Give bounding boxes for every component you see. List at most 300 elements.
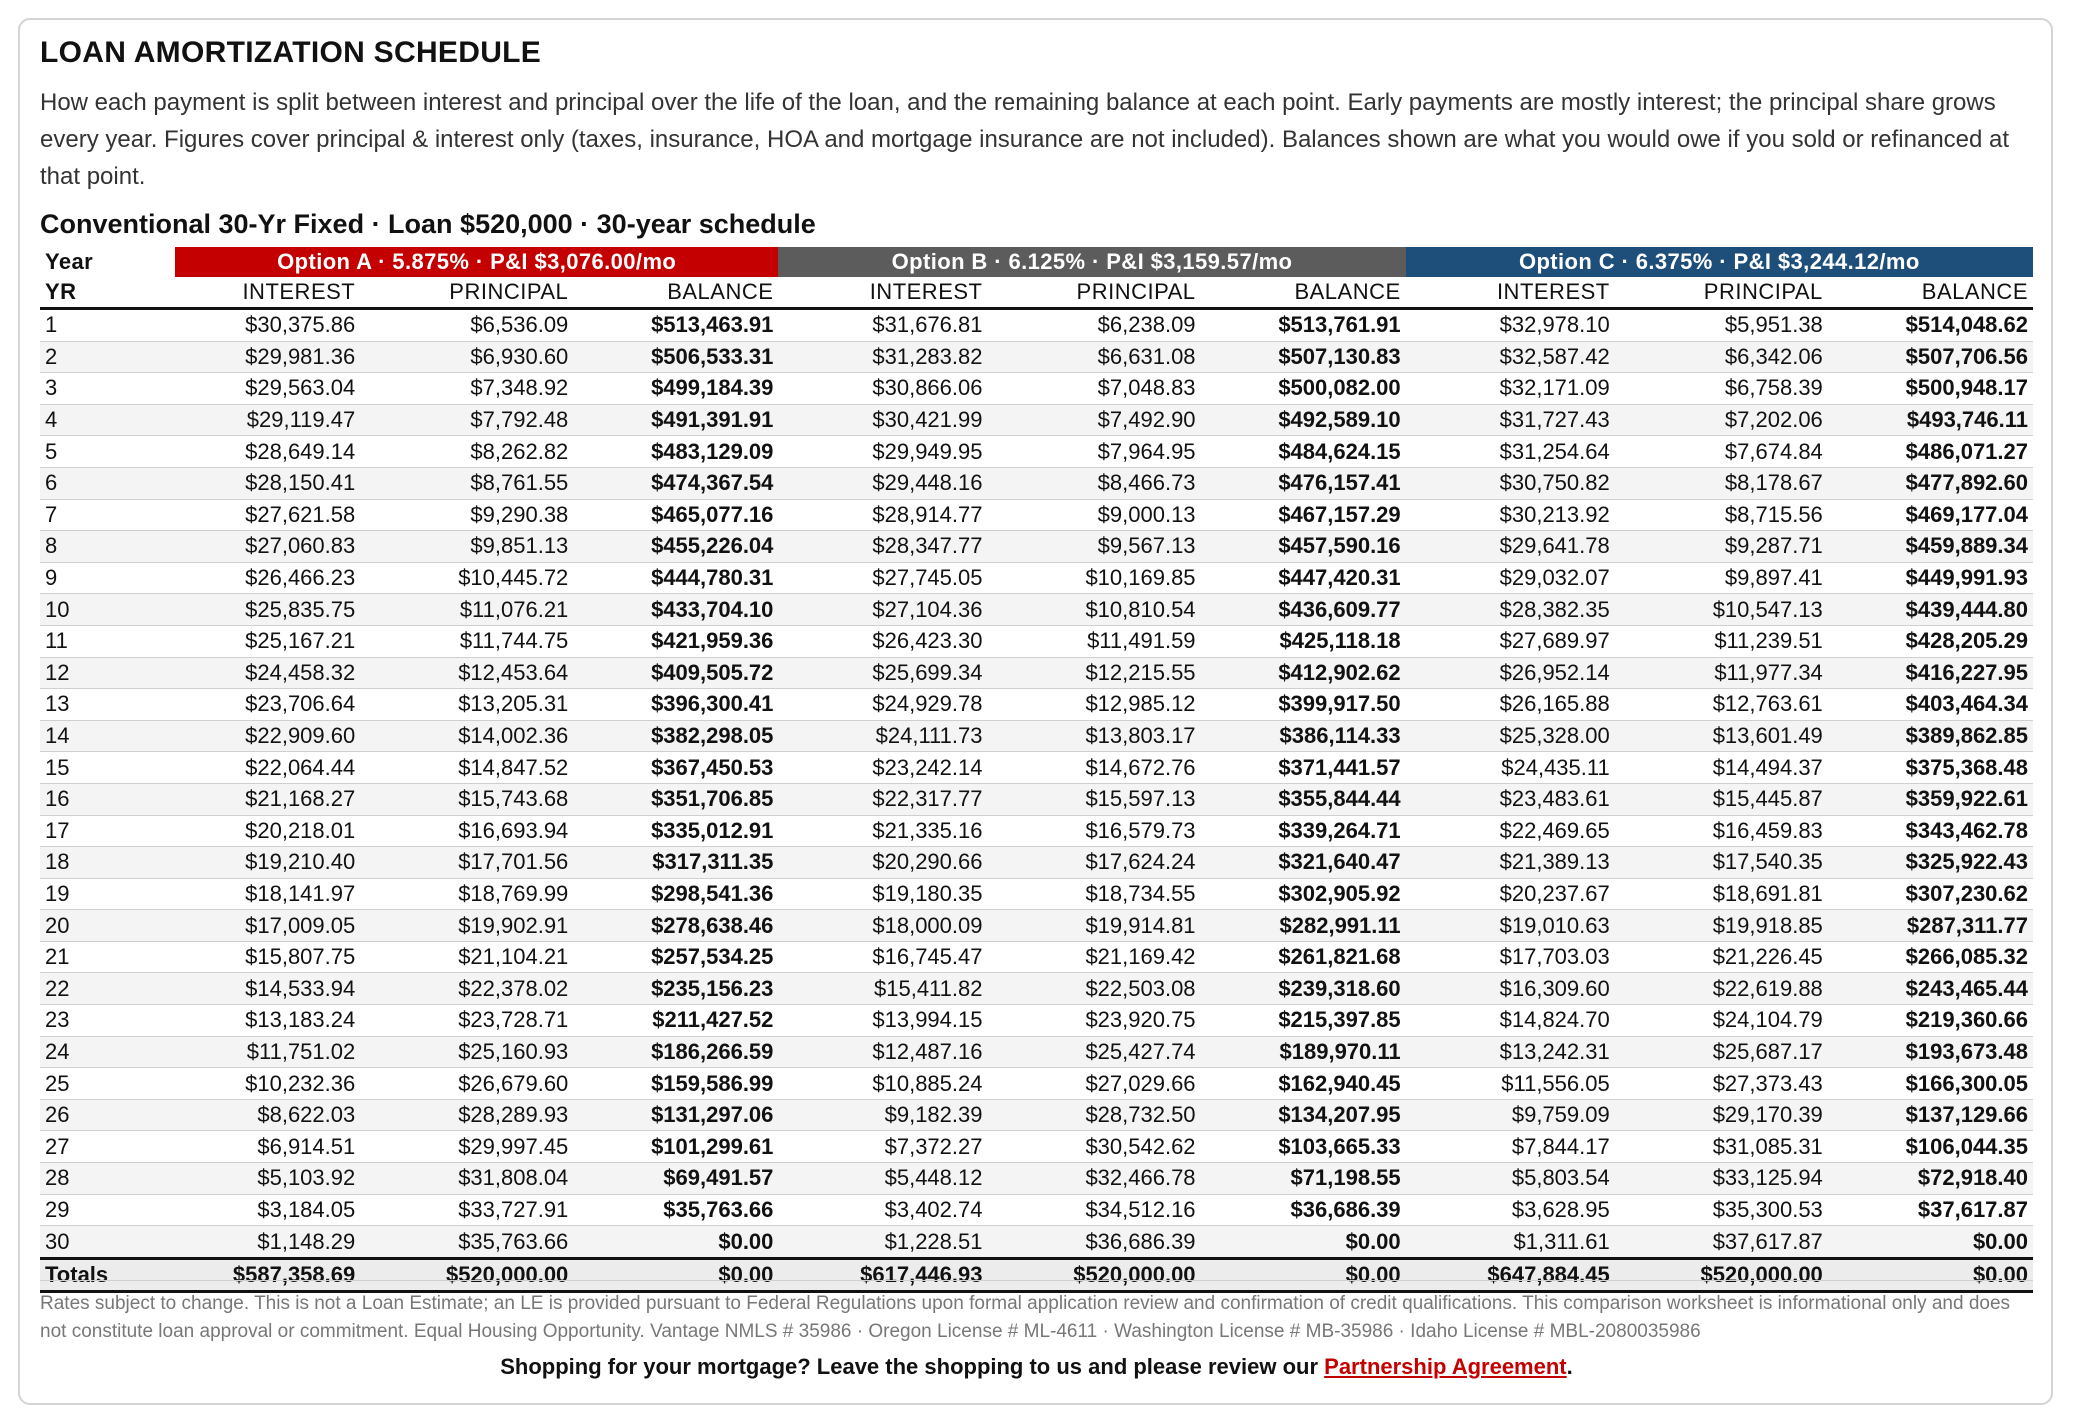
cell-principal-c: $22,619.88 <box>1615 973 1828 1005</box>
table-row <box>40 341 2033 373</box>
cell-principal-a: $7,792.48 <box>360 404 573 436</box>
cell-principal-a: $14,002.36 <box>360 720 573 752</box>
cell-balance-b: $507,130.83 <box>1201 341 1406 373</box>
cell-interest-c: $7,844.17 <box>1406 1131 1615 1163</box>
col-header-principal: PRINCIPAL <box>1615 277 1828 309</box>
option-b-header: Option B · 6.125% · P&I $3,159.57/mo <box>778 247 1405 277</box>
cell-interest-b: $24,929.78 <box>778 689 987 721</box>
cell-interest-c: $9,759.09 <box>1406 1099 1615 1131</box>
cell-principal-b: $18,734.55 <box>987 878 1200 910</box>
cell-balance-b: $282,991.11 <box>1201 910 1406 942</box>
cell-interest-a: $27,060.83 <box>175 531 360 563</box>
cell-principal-a: $8,262.82 <box>360 436 573 468</box>
table-row <box>40 941 2033 973</box>
amortization-table <box>40 247 2033 1293</box>
cell-interest-b: $5,448.12 <box>778 1163 987 1195</box>
cell-interest-b: $30,421.99 <box>778 404 987 436</box>
cell-interest-a: $29,119.47 <box>175 404 360 436</box>
cell-interest-a: $8,622.03 <box>175 1099 360 1131</box>
table-row <box>40 1131 2033 1163</box>
cell-interest-a: $5,103.92 <box>175 1163 360 1195</box>
cell-balance-a: $35,763.66 <box>573 1194 778 1226</box>
schedule-rows <box>40 309 2033 1259</box>
cell-balance-c: $477,892.60 <box>1828 467 2033 499</box>
cell-interest-a: $25,167.21 <box>175 625 360 657</box>
cell-interest-b: $9,182.39 <box>778 1099 987 1131</box>
cell-balance-c: $193,673.48 <box>1828 1036 2033 1068</box>
cell-balance-c: $72,918.40 <box>1828 1163 2033 1195</box>
cell-interest-b: $27,104.36 <box>778 594 987 626</box>
cell-balance-c: $375,368.48 <box>1828 752 2033 784</box>
cell-balance-a: $409,505.72 <box>573 657 778 689</box>
cell-year: 4 <box>40 404 175 436</box>
cell-principal-c: $37,617.87 <box>1615 1226 1828 1259</box>
cell-principal-c: $7,202.06 <box>1615 404 1828 436</box>
cell-interest-a: $17,009.05 <box>175 910 360 942</box>
cell-interest-c: $30,750.82 <box>1406 467 1615 499</box>
cell-year: 16 <box>40 783 175 815</box>
cell-principal-b: $15,597.13 <box>987 783 1200 815</box>
col-header-year: YR <box>40 277 175 309</box>
cell-balance-a: $298,541.36 <box>573 878 778 910</box>
cell-balance-a: $433,704.10 <box>573 594 778 626</box>
cell-balance-c: $166,300.05 <box>1828 1068 2033 1100</box>
cell-interest-c: $26,165.88 <box>1406 689 1615 721</box>
cell-balance-c: $416,227.95 <box>1828 657 2033 689</box>
cell-balance-c: $428,205.29 <box>1828 625 2033 657</box>
option-header-row <box>40 247 2033 277</box>
cell-principal-c: $21,226.45 <box>1615 941 1828 973</box>
cell-principal-a: $25,160.93 <box>360 1036 573 1068</box>
cell-interest-a: $3,184.05 <box>175 1194 360 1226</box>
cell-principal-b: $22,503.08 <box>987 973 1200 1005</box>
cell-principal-a: $9,851.13 <box>360 531 573 563</box>
cell-principal-c: $6,342.06 <box>1615 341 1828 373</box>
totals-row <box>40 1258 2033 1291</box>
cell-principal-b: $6,238.09 <box>987 309 1200 342</box>
cell-interest-c: $32,587.42 <box>1406 341 1615 373</box>
cell-balance-c: $359,922.61 <box>1828 783 2033 815</box>
cell-principal-a: $16,693.94 <box>360 815 573 847</box>
cell-balance-c: $287,311.77 <box>1828 910 2033 942</box>
cell-principal-a: $26,679.60 <box>360 1068 573 1100</box>
cell-principal-b: $10,169.85 <box>987 562 1200 594</box>
col-header-interest: INTEREST <box>778 277 987 309</box>
description: How each payment is split between interest and principal over the life of the loan, and the remaining balance at each point. Early payments are mostly interest; the principal share grows every year. Figures cover principal & interest only (taxes, insurance, HOA and mortgage insurance are not included). Balances shown are what you would owe if you sold or refinanced at that point. <box>40 89 2010 190</box>
cell-principal-a: $13,205.31 <box>360 689 573 721</box>
cell-interest-a: $22,064.44 <box>175 752 360 784</box>
table-row <box>40 847 2033 879</box>
cell-balance-a: $0.00 <box>573 1226 778 1259</box>
cell-balance-c: $486,071.27 <box>1828 436 2033 468</box>
cell-principal-c: $25,687.17 <box>1615 1036 1828 1068</box>
table-row <box>40 309 2033 342</box>
total-interest-a: $587,358.69 <box>175 1258 360 1291</box>
total-principal-b: $520,000.00 <box>987 1258 1200 1291</box>
cell-balance-b: $162,940.45 <box>1201 1068 1406 1100</box>
col-header-balance: BALANCE <box>1201 277 1406 309</box>
cell-principal-c: $14,494.37 <box>1615 752 1828 784</box>
cell-interest-b: $22,317.77 <box>778 783 987 815</box>
cell-balance-c: $37,617.87 <box>1828 1194 2033 1226</box>
cell-balance-b: $484,624.15 <box>1201 436 1406 468</box>
cell-interest-c: $19,010.63 <box>1406 910 1615 942</box>
cell-principal-c: $31,085.31 <box>1615 1131 1828 1163</box>
cell-principal-c: $15,445.87 <box>1615 783 1828 815</box>
col-header-principal: PRINCIPAL <box>987 277 1200 309</box>
col-header-balance: BALANCE <box>573 277 778 309</box>
cell-balance-b: $321,640.47 <box>1201 847 1406 879</box>
cell-year: 6 <box>40 467 175 499</box>
table-row <box>40 562 2033 594</box>
cell-balance-c: $507,706.56 <box>1828 341 2033 373</box>
cell-interest-a: $21,168.27 <box>175 783 360 815</box>
cell-year: 1 <box>40 309 175 342</box>
cell-balance-a: $491,391.91 <box>573 404 778 436</box>
cta-line <box>0 1354 2073 1380</box>
cell-principal-b: $19,914.81 <box>987 910 1200 942</box>
partnership-agreement-link[interactable]: Partnership Agreement <box>1324 1354 1567 1379</box>
cell-balance-a: $382,298.05 <box>573 720 778 752</box>
table-row <box>40 373 2033 405</box>
cell-principal-a: $15,743.68 <box>360 783 573 815</box>
cell-year: 2 <box>40 341 175 373</box>
cell-balance-b: $513,761.91 <box>1201 309 1406 342</box>
cell-year: 27 <box>40 1131 175 1163</box>
cell-interest-a: $28,150.41 <box>175 467 360 499</box>
cell-interest-b: $25,699.34 <box>778 657 987 689</box>
total-balance-c: $0.00 <box>1828 1258 2033 1291</box>
cell-balance-c: $343,462.78 <box>1828 815 2033 847</box>
cell-principal-b: $7,964.95 <box>987 436 1200 468</box>
table-row <box>40 689 2033 721</box>
cell-interest-c: $20,237.67 <box>1406 878 1615 910</box>
cell-principal-b: $8,466.73 <box>987 467 1200 499</box>
cell-balance-a: $101,299.61 <box>573 1131 778 1163</box>
cell-balance-b: $134,207.95 <box>1201 1099 1406 1131</box>
cell-balance-b: $103,665.33 <box>1201 1131 1406 1163</box>
cell-balance-b: $261,821.68 <box>1201 941 1406 973</box>
cell-balance-c: $493,746.11 <box>1828 404 2033 436</box>
cell-year: 19 <box>40 878 175 910</box>
cell-balance-b: $500,082.00 <box>1201 373 1406 405</box>
cell-balance-a: $257,534.25 <box>573 941 778 973</box>
cell-balance-b: $467,157.29 <box>1201 499 1406 531</box>
cell-balance-b: $447,420.31 <box>1201 562 1406 594</box>
cell-balance-a: $474,367.54 <box>573 467 778 499</box>
cell-year: 7 <box>40 499 175 531</box>
cell-principal-a: $29,997.45 <box>360 1131 573 1163</box>
cell-balance-b: $71,198.55 <box>1201 1163 1406 1195</box>
cell-balance-c: $307,230.62 <box>1828 878 2033 910</box>
table-row <box>40 783 2033 815</box>
cell-balance-b: $425,118.18 <box>1201 625 1406 657</box>
cell-interest-b: $28,347.77 <box>778 531 987 563</box>
cell-principal-a: $6,536.09 <box>360 309 573 342</box>
cell-balance-c: $459,889.34 <box>1828 531 2033 563</box>
cell-balance-a: $159,586.99 <box>573 1068 778 1100</box>
cell-balance-a: $351,706.85 <box>573 783 778 815</box>
cell-principal-b: $7,492.90 <box>987 404 1200 436</box>
column-header-row <box>40 277 2033 309</box>
table-row <box>40 594 2033 626</box>
cell-interest-a: $29,981.36 <box>175 341 360 373</box>
cell-principal-a: $9,290.38 <box>360 499 573 531</box>
total-principal-c: $520,000.00 <box>1615 1258 1828 1291</box>
cell-principal-c: $24,104.79 <box>1615 1005 1828 1037</box>
cell-principal-b: $16,579.73 <box>987 815 1200 847</box>
table-row <box>40 1036 2033 1068</box>
cell-interest-c: $22,469.65 <box>1406 815 1615 847</box>
cell-year: 24 <box>40 1036 175 1068</box>
cell-principal-a: $19,902.91 <box>360 910 573 942</box>
cell-interest-b: $26,423.30 <box>778 625 987 657</box>
cell-principal-c: $27,373.43 <box>1615 1068 1828 1100</box>
table-row <box>40 973 2033 1005</box>
cell-principal-a: $8,761.55 <box>360 467 573 499</box>
cell-balance-c: $403,464.34 <box>1828 689 2033 721</box>
table-row <box>40 752 2033 784</box>
cell-interest-a: $28,649.14 <box>175 436 360 468</box>
cell-principal-c: $12,763.61 <box>1615 689 1828 721</box>
cell-balance-b: $412,902.62 <box>1201 657 1406 689</box>
cell-year: 17 <box>40 815 175 847</box>
cell-balance-a: $186,266.59 <box>573 1036 778 1068</box>
cell-balance-c: $325,922.43 <box>1828 847 2033 879</box>
cell-interest-b: $10,885.24 <box>778 1068 987 1100</box>
cell-balance-b: $457,590.16 <box>1201 531 1406 563</box>
cell-year: 9 <box>40 562 175 594</box>
cell-interest-a: $18,141.97 <box>175 878 360 910</box>
cell-balance-b: $476,157.41 <box>1201 467 1406 499</box>
cell-principal-c: $10,547.13 <box>1615 594 1828 626</box>
cell-principal-b: $27,029.66 <box>987 1068 1200 1100</box>
cell-principal-b: $28,732.50 <box>987 1099 1200 1131</box>
cell-balance-b: $355,844.44 <box>1201 783 1406 815</box>
cell-balance-b: $189,970.11 <box>1201 1036 1406 1068</box>
cell-interest-c: $29,032.07 <box>1406 562 1615 594</box>
cell-year: 5 <box>40 436 175 468</box>
cell-balance-b: $36,686.39 <box>1201 1194 1406 1226</box>
cell-interest-c: $27,689.97 <box>1406 625 1615 657</box>
cell-principal-a: $11,076.21 <box>360 594 573 626</box>
cell-principal-b: $32,466.78 <box>987 1163 1200 1195</box>
col-header-interest: INTEREST <box>175 277 360 309</box>
table-row <box>40 531 2033 563</box>
cell-balance-c: $243,465.44 <box>1828 973 2033 1005</box>
cell-principal-a: $6,930.60 <box>360 341 573 373</box>
cell-balance-a: $396,300.41 <box>573 689 778 721</box>
cell-year: 11 <box>40 625 175 657</box>
table-row <box>40 1068 2033 1100</box>
cell-balance-b: $239,318.60 <box>1201 973 1406 1005</box>
option-a-header: Option A · 5.875% · P&I $3,076.00/mo <box>175 247 778 277</box>
cell-balance-a: $367,450.53 <box>573 752 778 784</box>
cell-principal-b: $11,491.59 <box>987 625 1200 657</box>
cell-interest-c: $14,824.70 <box>1406 1005 1615 1037</box>
cell-interest-c: $31,254.64 <box>1406 436 1615 468</box>
col-header-balance: BALANCE <box>1828 277 2033 309</box>
cell-balance-b: $0.00 <box>1201 1226 1406 1259</box>
cell-principal-b: $25,427.74 <box>987 1036 1200 1068</box>
totals-label: Totals <box>40 1258 175 1291</box>
col-header-principal: PRINCIPAL <box>360 277 573 309</box>
cell-principal-b: $6,631.08 <box>987 341 1200 373</box>
cell-balance-b: $386,114.33 <box>1201 720 1406 752</box>
cell-principal-b: $10,810.54 <box>987 594 1200 626</box>
table-row <box>40 436 2033 468</box>
table-row <box>40 657 2033 689</box>
cell-interest-c: $26,952.14 <box>1406 657 1615 689</box>
cell-interest-b: $16,745.47 <box>778 941 987 973</box>
cell-year: 13 <box>40 689 175 721</box>
cell-principal-b: $12,985.12 <box>987 689 1200 721</box>
cell-year: 23 <box>40 1005 175 1037</box>
cell-interest-a: $23,706.64 <box>175 689 360 721</box>
cell-principal-a: $7,348.92 <box>360 373 573 405</box>
table-row <box>40 910 2033 942</box>
cell-interest-b: $29,949.95 <box>778 436 987 468</box>
cell-principal-a: $28,289.93 <box>360 1099 573 1131</box>
cell-balance-a: $506,533.31 <box>573 341 778 373</box>
cell-interest-b: $29,448.16 <box>778 467 987 499</box>
cell-balance-c: $219,360.66 <box>1828 1005 2033 1037</box>
cell-principal-a: $33,727.91 <box>360 1194 573 1226</box>
cell-interest-c: $29,641.78 <box>1406 531 1615 563</box>
cell-balance-a: $483,129.09 <box>573 436 778 468</box>
cell-interest-a: $19,210.40 <box>175 847 360 879</box>
cell-principal-c: $9,287.71 <box>1615 531 1828 563</box>
total-interest-b: $617,446.93 <box>778 1258 987 1291</box>
cell-interest-a: $30,375.86 <box>175 309 360 342</box>
col-header-interest: INTEREST <box>1406 277 1615 309</box>
cell-balance-a: $421,959.36 <box>573 625 778 657</box>
cell-principal-c: $11,977.34 <box>1615 657 1828 689</box>
cell-interest-c: $17,703.03 <box>1406 941 1615 973</box>
cell-principal-c: $33,125.94 <box>1615 1163 1828 1195</box>
cell-balance-b: $215,397.85 <box>1201 1005 1406 1037</box>
cell-balance-a: $278,638.46 <box>573 910 778 942</box>
cell-principal-a: $14,847.52 <box>360 752 573 784</box>
cell-principal-c: $6,758.39 <box>1615 373 1828 405</box>
cell-year: 18 <box>40 847 175 879</box>
table-row <box>40 878 2033 910</box>
table-row <box>40 1099 2033 1131</box>
cell-principal-b: $21,169.42 <box>987 941 1200 973</box>
cell-balance-a: $131,297.06 <box>573 1099 778 1131</box>
cell-interest-a: $26,466.23 <box>175 562 360 594</box>
page-title: LOAN AMORTIZATION SCHEDULE <box>40 36 542 69</box>
cell-principal-a: $12,453.64 <box>360 657 573 689</box>
cell-principal-b: $36,686.39 <box>987 1226 1200 1259</box>
table-row <box>40 499 2033 531</box>
cell-principal-a: $22,378.02 <box>360 973 573 1005</box>
cell-interest-c: $3,628.95 <box>1406 1194 1615 1226</box>
cell-interest-c: $28,382.35 <box>1406 594 1615 626</box>
cell-interest-a: $11,751.02 <box>175 1036 360 1068</box>
disclaimer: Rates subject to change. This is not a Loan Estimate; an LE is provided pursuant to Federal Regulations upon formal application review and confirmation of credit qualifications. This comparison worksheet is informational only and does not constitute loan approval or commitment. Equal Housing Opportunity. Vantage NMLS # 35986 · Oregon License # ML-4611 · Washington License # MB-35986 · Idaho License # MBL-2080035986 <box>40 1293 2011 1342</box>
schedule-subtitle: Conventional 30-Yr Fixed · Loan $520,000 · 30-year schedule <box>40 209 816 239</box>
table-row <box>40 720 2033 752</box>
cell-balance-c: $0.00 <box>1828 1226 2033 1259</box>
cell-balance-a: $465,077.16 <box>573 499 778 531</box>
cell-balance-b: $492,589.10 <box>1201 404 1406 436</box>
cell-principal-c: $8,715.56 <box>1615 499 1828 531</box>
cell-interest-c: $1,311.61 <box>1406 1226 1615 1259</box>
cell-interest-b: $24,111.73 <box>778 720 987 752</box>
cell-interest-b: $20,290.66 <box>778 847 987 879</box>
table-row <box>40 467 2033 499</box>
cell-balance-c: $449,991.93 <box>1828 562 2033 594</box>
cell-interest-a: $14,533.94 <box>175 973 360 1005</box>
cell-interest-c: $32,171.09 <box>1406 373 1615 405</box>
cell-balance-b: $339,264.71 <box>1201 815 1406 847</box>
cell-interest-c: $21,389.13 <box>1406 847 1615 879</box>
cell-balance-a: $211,427.52 <box>573 1005 778 1037</box>
cell-year: 3 <box>40 373 175 405</box>
cell-year: 15 <box>40 752 175 784</box>
total-balance-b: $0.00 <box>1201 1258 1406 1291</box>
cell-interest-c: $25,328.00 <box>1406 720 1615 752</box>
cell-balance-b: $371,441.57 <box>1201 752 1406 784</box>
cell-interest-b: $21,335.16 <box>778 815 987 847</box>
cell-interest-b: $15,411.82 <box>778 973 987 1005</box>
cell-interest-b: $30,866.06 <box>778 373 987 405</box>
cell-year: 25 <box>40 1068 175 1100</box>
cell-balance-a: $235,156.23 <box>573 973 778 1005</box>
cell-principal-a: $18,769.99 <box>360 878 573 910</box>
cell-interest-a: $25,835.75 <box>175 594 360 626</box>
cell-principal-c: $16,459.83 <box>1615 815 1828 847</box>
cell-interest-c: $23,483.61 <box>1406 783 1615 815</box>
cell-year: 12 <box>40 657 175 689</box>
cell-interest-a: $6,914.51 <box>175 1131 360 1163</box>
cell-balance-c: $469,177.04 <box>1828 499 2033 531</box>
cell-balance-c: $514,048.62 <box>1828 309 2033 342</box>
cell-principal-b: $12,215.55 <box>987 657 1200 689</box>
cell-balance-b: $399,917.50 <box>1201 689 1406 721</box>
cell-year: 26 <box>40 1099 175 1131</box>
cell-interest-b: $31,283.82 <box>778 341 987 373</box>
cell-year: 10 <box>40 594 175 626</box>
table-row <box>40 1163 2033 1195</box>
cell-interest-b: $12,487.16 <box>778 1036 987 1068</box>
cell-principal-a: $35,763.66 <box>360 1226 573 1259</box>
total-principal-a: $520,000.00 <box>360 1258 573 1291</box>
cell-balance-c: $266,085.32 <box>1828 941 2033 973</box>
cell-principal-c: $35,300.53 <box>1615 1194 1828 1226</box>
cta-end: . <box>1566 1354 1573 1379</box>
cell-principal-c: $7,674.84 <box>1615 436 1828 468</box>
cell-principal-c: $9,897.41 <box>1615 562 1828 594</box>
cell-interest-b: $18,000.09 <box>778 910 987 942</box>
cell-balance-a: $335,012.91 <box>573 815 778 847</box>
cell-balance-c: $439,444.80 <box>1828 594 2033 626</box>
cell-year: 8 <box>40 531 175 563</box>
cell-principal-a: $23,728.71 <box>360 1005 573 1037</box>
cell-balance-b: $302,905.92 <box>1201 878 1406 910</box>
cell-interest-b: $23,242.14 <box>778 752 987 784</box>
cell-year: 22 <box>40 973 175 1005</box>
cell-principal-b: $23,920.75 <box>987 1005 1200 1037</box>
cell-principal-b: $7,048.83 <box>987 373 1200 405</box>
cell-interest-c: $13,242.31 <box>1406 1036 1615 1068</box>
table-row <box>40 1194 2033 1226</box>
cell-year: 20 <box>40 910 175 942</box>
cell-interest-a: $10,232.36 <box>175 1068 360 1100</box>
table-row <box>40 1226 2033 1259</box>
total-interest-c: $647,884.45 <box>1406 1258 1615 1291</box>
